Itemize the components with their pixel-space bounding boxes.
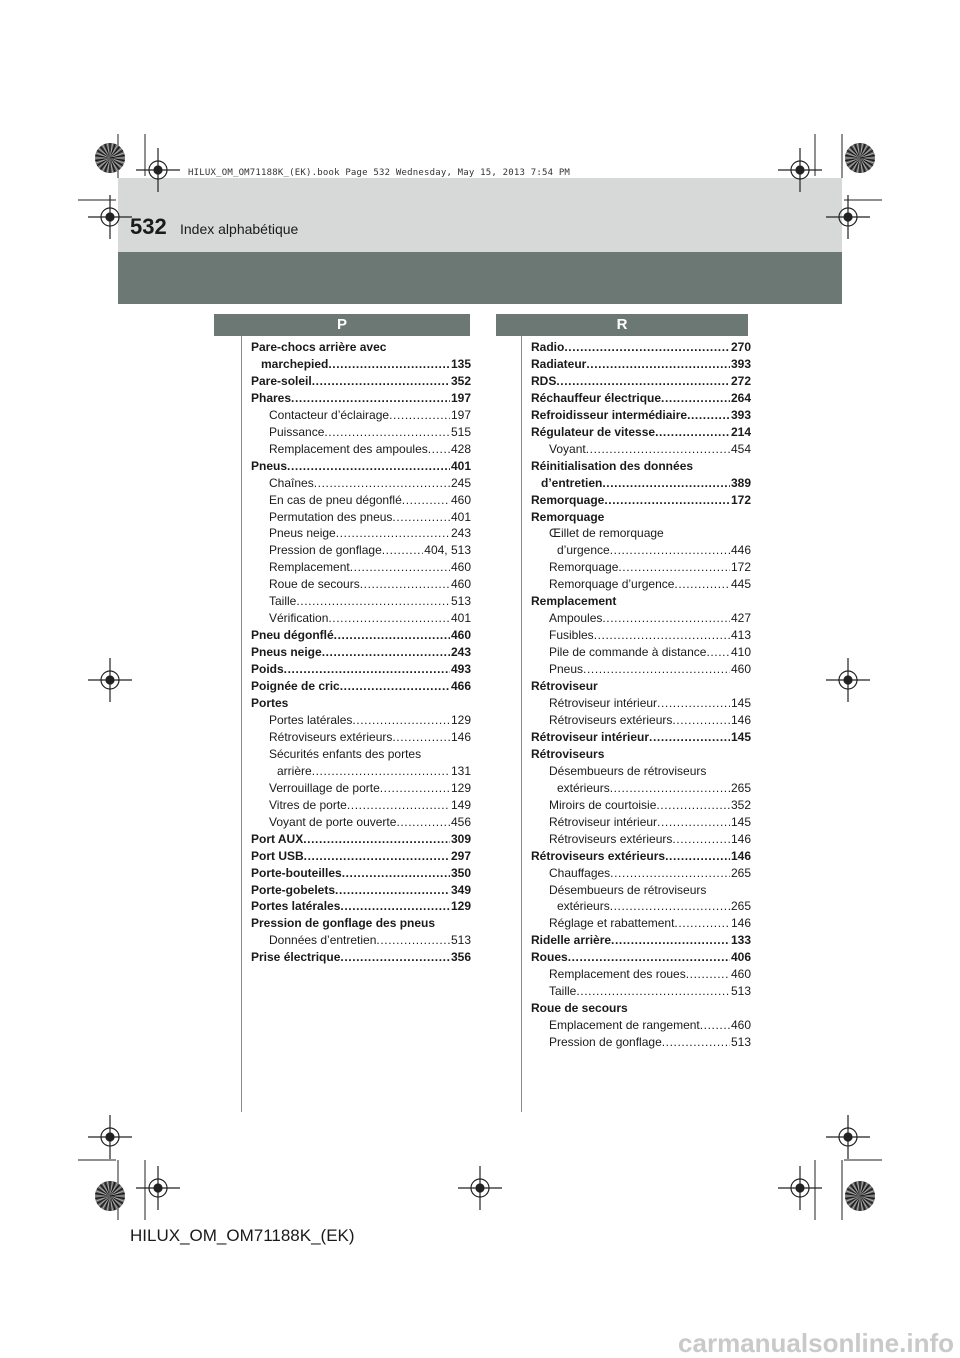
index-term: Roues (531, 950, 568, 965)
index-page-ref: 513 (450, 933, 471, 948)
index-term: Réchauffeur électrique (531, 390, 662, 405)
index-page-ref: 243 (450, 526, 471, 541)
index-term: Remplacement (269, 560, 350, 575)
index-term: Pile de commande à distance (549, 645, 707, 660)
index-page-ref: 445 (730, 577, 751, 592)
index-page-ref: 129 (450, 899, 471, 914)
index-term: Rétroviseur intérieur (549, 814, 658, 829)
index-page-ref: 513 (450, 594, 471, 609)
index-term: Rétroviseurs extérieurs (531, 848, 666, 863)
index-page-ref: 401 (450, 458, 471, 473)
index-term: Contacteur d’éclairage (269, 407, 390, 422)
index-term: d’entretien (541, 475, 603, 490)
index-term: Rétroviseurs extérieurs (549, 831, 673, 846)
index-term: Vérification (269, 611, 329, 626)
index-page-ref: 413 (730, 628, 751, 643)
index-page-ref: 456 (450, 814, 471, 829)
index-term: Pare-soleil (251, 373, 312, 388)
index-page-ref: 265 (730, 899, 751, 914)
index-term: Remorquage (549, 560, 619, 575)
index-term: Port AUX (251, 831, 304, 846)
index-term: Rétroviseur (531, 679, 598, 694)
index-term: Chauffages (549, 865, 611, 880)
index-page-ref: 309 (450, 831, 471, 846)
section-letter-r: R (496, 314, 748, 336)
index-term: marchepied (261, 356, 329, 371)
index-page-ref: 446 (730, 543, 751, 558)
index-term: Ridelle arrière (531, 933, 612, 948)
index-page-ref: 264 (730, 390, 751, 405)
index-term: Sécurités enfants des portes (269, 746, 422, 761)
index-term: Remplacement (531, 594, 617, 609)
index-page-ref: 145 (730, 729, 751, 744)
index-term: En cas de pneu dégonflé (269, 492, 402, 507)
index-page-ref: 214 (730, 424, 751, 439)
index-term: Rétroviseurs (531, 746, 605, 761)
index-page-ref: 350 (450, 865, 471, 880)
index-page-ref: 245 (450, 475, 471, 490)
index-page-ref: 352 (450, 373, 471, 388)
index-page-ref: 146 (730, 712, 751, 727)
index-page-ref: 352 (730, 797, 751, 812)
index-term: Phares (251, 390, 292, 405)
registration-crosshair (136, 1166, 180, 1210)
index-term: Portes latérales (251, 899, 341, 914)
index-term: Roue de secours (531, 1001, 628, 1016)
watermark: carmanualsonline.info (678, 1328, 954, 1358)
starburst-mark (845, 1181, 875, 1211)
index-page-ref: 265 (730, 865, 751, 880)
index-term: d’urgence (557, 543, 610, 558)
index-page-ref: 297 (450, 848, 471, 863)
starburst-mark (845, 143, 875, 173)
index-page-ref: 406 (730, 950, 751, 965)
index-page-ref: 146 (730, 916, 751, 931)
index-term: Rétroviseurs extérieurs (549, 712, 673, 727)
index-term: Remorquage (531, 509, 605, 524)
index-page-ref: 466 (450, 679, 471, 694)
registration-crosshair (826, 195, 870, 239)
index-page-ref: 146 (730, 831, 751, 846)
index-page-ref: 513 (730, 984, 751, 999)
index-page-ref: 272 (730, 373, 751, 388)
index-term: Portes latérales (269, 712, 353, 727)
index-term: Radio (531, 340, 565, 354)
index-term: Pression de gonflage (549, 1035, 662, 1050)
index-term: Poignée de cric (251, 679, 340, 694)
registration-crosshair (136, 148, 180, 192)
index-term: Port USB (251, 848, 304, 863)
index-page-ref: 270 (730, 340, 751, 354)
index-page-ref: 460 (730, 1018, 751, 1033)
index-term: Refroidisseur intermédiaire (531, 407, 688, 422)
registration-crosshair (88, 1115, 132, 1159)
index-term: Désembueurs de rétroviseurs (549, 763, 707, 778)
index-page-ref: 243 (450, 645, 471, 660)
index-page-ref: 172 (730, 492, 751, 507)
index-term: Emplacement de rangement (549, 1018, 700, 1033)
index-term: Remplacement des roues (549, 967, 686, 982)
page-number: 532 (130, 214, 167, 239)
index-page-ref: 265 (730, 780, 751, 795)
index-term: Œillet de remorquage (549, 526, 664, 541)
index-term: Ampoules (549, 611, 603, 626)
index-page-ref: 389 (730, 475, 751, 490)
index-term: Porte-bouteilles (251, 865, 342, 880)
index-term: Pneu dégonflé (251, 628, 334, 643)
index-term: Pneus neige (251, 645, 322, 660)
index-page-ref: 513 (730, 1035, 751, 1050)
index-page-ref: 393 (730, 356, 751, 371)
index-page-ref: 401 (450, 509, 471, 524)
index-page-ref: 460 (450, 560, 471, 575)
registration-crosshair (826, 658, 870, 702)
index-term: Radiateur (531, 356, 587, 371)
index-term: Porte-gobelets (251, 882, 336, 897)
page-title: Index alphabétique (180, 221, 299, 237)
index-page-ref: 460 (450, 577, 471, 592)
index-term: Réinitialisation des données (531, 458, 694, 473)
index-term: Rétroviseur intérieur (549, 696, 658, 711)
index-page-ref: 454 (730, 441, 751, 456)
index-term: Voyant de porte ouverte (269, 814, 397, 829)
index-term: Vitres de porte (269, 797, 347, 812)
index-page-ref: 131 (450, 763, 471, 778)
index-page-ref: 460 (450, 492, 471, 507)
index-term: Taille (549, 984, 577, 999)
index-term: Désembueurs de rétroviseurs (549, 882, 707, 897)
index-term: Verrouillage de porte (269, 780, 380, 795)
index-term: RDS (531, 373, 557, 388)
print-stamp: HILUX_OM_OM71188K_(EK).book Page 532 Wednesday, May 15, 2013 7:54 PM (188, 168, 571, 178)
index-term: Données d’entretien (269, 933, 377, 948)
index-page-ref: 515 (450, 424, 471, 439)
index-page-ref: 129 (450, 712, 471, 727)
index-page-ref: 146 (730, 848, 751, 863)
index-term: Pare-chocs arrière avec (251, 340, 387, 354)
index-term: Miroirs de courtoisie (549, 797, 657, 812)
index-page-ref: 133 (730, 933, 751, 948)
index-page-ref: 410 (730, 645, 751, 660)
index-page-ref: 197 (450, 390, 471, 405)
index-page-ref: 135 (450, 356, 471, 371)
section-letter-p: P (214, 314, 470, 336)
registration-crosshair (826, 1115, 870, 1159)
index-term: Remplacement des ampoules (269, 441, 428, 456)
index-term: Pneus (549, 662, 584, 677)
index-page-ref: 129 (450, 780, 471, 795)
index-term: extérieurs (557, 780, 610, 795)
registration-crosshair (88, 195, 132, 239)
starburst-mark (95, 143, 125, 173)
index-term: arrière (277, 763, 312, 778)
index-term: Voyant (549, 441, 586, 456)
index-page-ref: 149 (450, 797, 471, 812)
index-page-ref: 356 (450, 950, 471, 965)
index-page-ref: 427 (730, 611, 751, 626)
index-term: Pression de gonflage (269, 543, 382, 558)
index-page-ref: 146 (450, 729, 471, 744)
index-page-ref: 197 (450, 407, 471, 422)
index-page-ref: 493 (450, 662, 471, 677)
index-term: Pneus neige (269, 526, 336, 541)
index-term: Portes (251, 696, 289, 711)
index-term: Puissance (269, 424, 325, 439)
index-page-ref: 460 (450, 628, 471, 643)
footer-code: HILUX_OM_OM71188K_(EK) (130, 1226, 355, 1245)
index-term: Fusibles (549, 628, 594, 643)
index-page-ref: 349 (450, 882, 471, 897)
index-page-ref: 145 (730, 696, 751, 711)
index-term: extérieurs (557, 899, 610, 914)
index-page-ref: 428 (450, 441, 471, 456)
index-term: Pneus (251, 458, 288, 473)
index-page-ref: 145 (730, 814, 751, 829)
registration-crosshair (458, 1166, 502, 1210)
starburst-mark (95, 1181, 125, 1211)
index-term: Remorquage d’urgence (549, 577, 675, 592)
index-term: Rétroviseurs extérieurs (269, 729, 393, 744)
index-page-ref: 172 (730, 560, 751, 575)
index-term: Prise électrique (251, 950, 341, 965)
index-term: Remorquage (531, 492, 605, 507)
index-term: Rétroviseur intérieur (531, 729, 650, 744)
index-page-ref: 393 (730, 407, 751, 422)
registration-crosshair (88, 658, 132, 702)
index-term: Poids (251, 662, 284, 677)
index-term: Chaînes (269, 475, 314, 490)
index-page-ref: 460 (730, 967, 751, 982)
index-term: Pression de gonflage des pneus (251, 916, 436, 931)
index-page-ref: 401 (450, 611, 471, 626)
index-term: Régulateur de vitesse (531, 424, 656, 439)
index-page-ref: 404, 513 (424, 543, 471, 558)
index-page-ref: 460 (730, 662, 751, 677)
index-term: Roue de secours (269, 577, 360, 592)
index-term: Réglage et rabattement (549, 916, 675, 931)
index-term: Permutation des pneus (269, 509, 393, 524)
index-term: Taille (269, 594, 297, 609)
